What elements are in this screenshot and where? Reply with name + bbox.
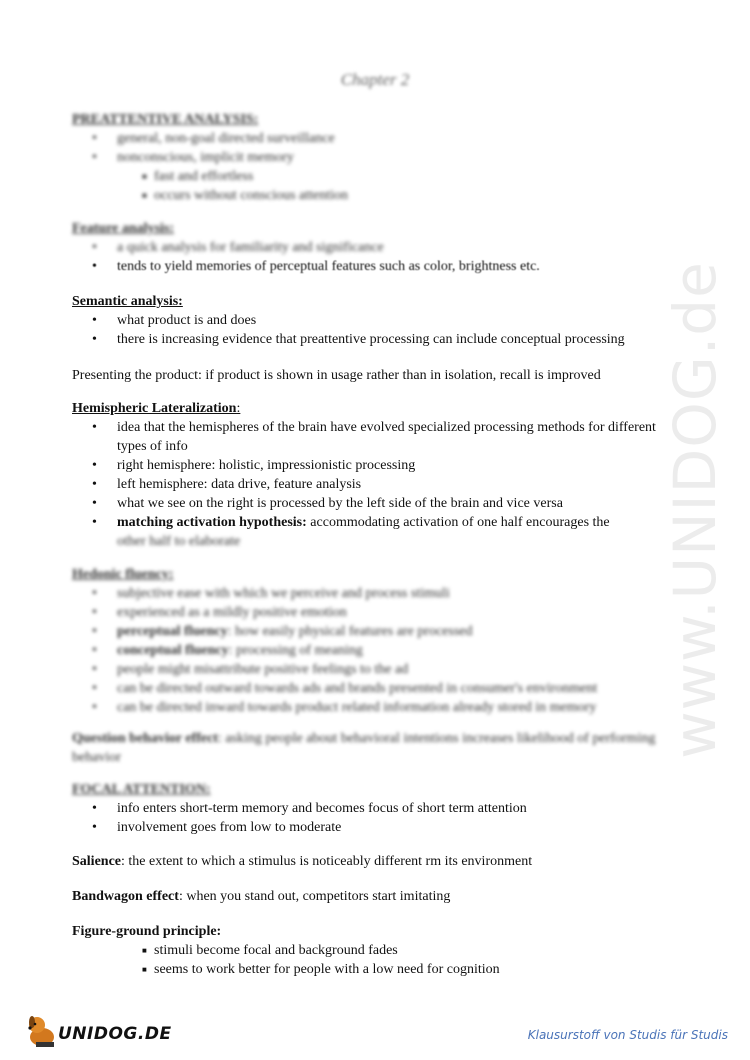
section-focal (72, 780, 672, 837)
bandwagon-paragraph (72, 887, 672, 906)
section-heading: Figure-ground principle: (72, 924, 222, 939)
logo-text: UNIDOG.DE (58, 1024, 172, 1044)
term-bold: perceptual fluency (117, 624, 228, 639)
term-definition: : asking people about behavioral intentions increases likelihood of performing behavior (72, 731, 656, 765)
term-bold: matching activation hypothesis: (117, 515, 307, 530)
list-item: • can be directed outward towards ads and brands presented in consumer's environment (72, 679, 672, 698)
section-heading: FOCAL ATTENTION: (72, 782, 211, 797)
salience-paragraph (72, 852, 672, 871)
chapter-title: Chapter 2 (340, 70, 410, 89)
term-definition-continued: other half to elaborate (117, 534, 241, 549)
section-heading (72, 399, 672, 418)
list-item: • info enters short-term memory and becomes focus of short term attention (72, 799, 672, 818)
list-item: • what we see on the right is processed by the left side of the brain and vice versa (72, 494, 672, 513)
dog-icon (22, 1010, 62, 1050)
section-figure-ground (72, 922, 672, 979)
section-semantic (72, 292, 672, 349)
list-item: • experienced as a mildly positive emotion (72, 603, 672, 622)
list-item: • involvement goes from low to moderate (72, 818, 672, 837)
list-item: • tends to yield memories of perceptual features such as color, brightness etc. (72, 257, 672, 276)
list-item: • people might misattribute positive feelings to the ad (72, 660, 672, 679)
list-item: • general, non-goal directed surveillance (72, 129, 672, 148)
section-heading: PREATTENTIVE ANALYSIS: (72, 112, 259, 127)
section-hemispheric (72, 399, 672, 551)
section-feature (72, 219, 672, 276)
list-item: • right hemisphere: holistic, impressionistic processing (72, 456, 672, 475)
list-item (72, 622, 672, 641)
list-subitem: ■ occurs without conscious attention (72, 186, 672, 205)
list-item (72, 641, 672, 660)
term-definition: : how easily physical features are processed (227, 624, 473, 639)
list-item (72, 513, 672, 551)
list-item: • nonconscious, implicit memory (72, 148, 672, 167)
footer-tagline: Klausurstoff von Studis für Studis (527, 1028, 728, 1042)
list-item: • what product is and does (72, 311, 672, 330)
term-definition: : processing of meaning (228, 643, 363, 658)
term-definition: : the extent to which a stimulus is noticeably different rm its environment (121, 854, 533, 869)
section-heading: Hedonic fluency: (72, 567, 174, 582)
list-item: • there is increasing evidence that preattentive processing can include conceptual processing (72, 330, 672, 349)
list-subitem: ■ stimuli become focal and background fades (72, 941, 672, 960)
term-definition: accommodating activation of one half encourages the (306, 515, 610, 530)
list-item: • idea that the hemispheres of the brain have evolved specialized processing methods for different types of info (72, 418, 672, 456)
list-item: • a quick analysis for familiarity and significance (72, 238, 672, 257)
presenting-paragraph: Presenting the product: if product is shown in usage rather than in isolation, recall is improved (72, 368, 601, 383)
section-hedonic (72, 565, 672, 717)
heading-text: Hemispheric Lateralization (72, 401, 237, 416)
list-item: • subjective ease with which we perceive and process stimuli (72, 584, 672, 603)
list-subitem: ■ fast and effortless (72, 167, 672, 186)
term-bold: Question behavior effect (72, 731, 218, 746)
question-paragraph (72, 729, 672, 767)
section-heading: Feature analysis: (72, 221, 175, 236)
section-preattentive (72, 110, 672, 205)
section-heading: Semantic analysis: (72, 294, 183, 309)
unidog-logo (22, 1010, 172, 1050)
term-definition: : when you stand out, competitors start imitating (178, 889, 451, 904)
heading-colon: : (236, 401, 241, 416)
list-item: • can be directed inward towards product related information already stored in memory (72, 698, 672, 717)
term-bold: Salience (72, 854, 121, 869)
watermark-text: www.UNIDOG.de (661, 261, 729, 759)
term-bold: Bandwagon effect (72, 889, 179, 904)
list-item: • left hemisphere: data drive, feature analysis (72, 475, 672, 494)
list-subitem: ■ seems to work better for people with a low need for cognition (72, 960, 672, 979)
term-bold: conceptual fluency (117, 643, 229, 658)
